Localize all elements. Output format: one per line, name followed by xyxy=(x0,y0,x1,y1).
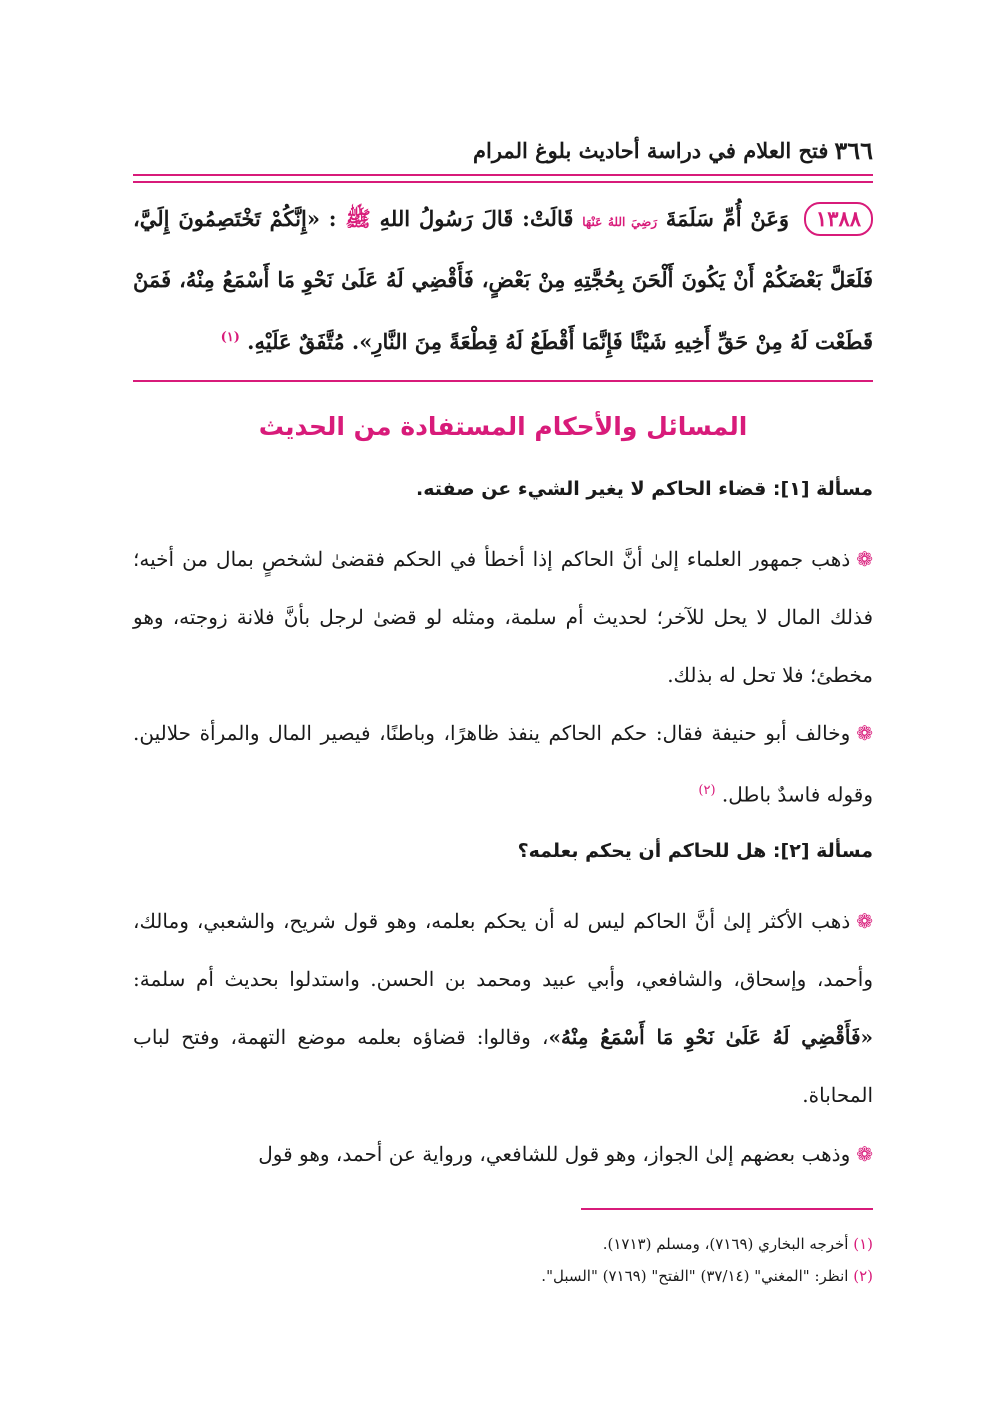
paragraph-1 xyxy=(133,530,873,704)
issue-1-heading xyxy=(133,478,873,500)
paragraph-3-text-1: ذهب الأكثر إلىٰ أنَّ الحاكم ليس له أن يحكم بعلمه، وهو قول شريح، والشعبي، ومالك، وأحمد، وإسحاق، والشافعي، وأبي عبيد ومحمد بن الحسن. واستدلوا بحديث أم سلمة: xyxy=(133,909,873,991)
footnote-2-number: (٢) xyxy=(853,1267,873,1285)
issue-1-title: قضاء الحاكم لا يغير الشيء عن صفته. xyxy=(416,478,767,500)
footnote-2-text: انظر: "المغني" (٣٧/١٤) "الفتح" (٧١٦٩) "السبل". xyxy=(541,1267,849,1285)
paragraph-4-text: وذهب بعضهم إلىٰ الجواز، وهو قول للشافعي، ورواية عن أحمد، وهو قول xyxy=(258,1142,851,1166)
page-header xyxy=(133,130,873,170)
paragraph-1-text: ذهب جمهور العلماء إلىٰ أنَّ الحاكم إذا أخطأ في الحكم فقضىٰ لشخصٍ بمال من أخيه؛ فذلك المال لا يحل للآخر؛ لحديث أم سلمة، ومثله لو قضىٰ لرجل بأنَّ فلانة زوجته، وهو مخطئ؛ فلا تحل له بذلك. xyxy=(133,547,873,687)
footnote-1-text: أخرجه البخاري (٧١٦٩)، ومسلم (١٧١٣). xyxy=(602,1235,849,1253)
flower-bullet-icon: ❁ xyxy=(856,547,873,571)
hadith-text-3: : «إِنَّكُمْ تَخْتَصِمُونَ إِلَيَّ، فَلَعَلَّ بَعْضَكُمْ أَنْ يَكُونَ أَلْحَنَ بِحُجَّتِهِ مِنْ بَعْضٍ، فَأَقْضِي لَهُ عَلَىٰ نَحْوِ مَا أَسْمَعُ مِنْهُ، فَمَنْ قَطَعْت لَهُ مِنْ حَقِّ أَخِيهِ شَيْئًا فَإِنَّمَا أَقْطَعُ لَهُ قِطْعَةً مِنَ النَّارِ». مُتَّفَقٌ عَلَيْهِ. xyxy=(133,206,873,354)
hadith-text-1: وَعَنْ أُمِّ سَلَمَةَ xyxy=(665,206,790,231)
hadith-block xyxy=(133,190,873,371)
footnote-1 xyxy=(133,1230,873,1258)
hadith-bottom-rule xyxy=(133,380,873,382)
issue-2-title: هل للحاكم أن يحكم بعلمه؟ xyxy=(517,840,767,862)
page-number: ٣٦٦ xyxy=(834,135,873,165)
hadith-quote: «فَأَقْضِي لَهُ عَلَىٰ نَحْوِ مَا أَسْمَعُ مِنْهُ» xyxy=(548,1025,873,1049)
issue-2-heading xyxy=(133,840,873,862)
footnote-1-number: (١) xyxy=(853,1235,873,1253)
flower-bullet-icon: ❁ xyxy=(856,909,873,933)
running-title: فتح العلام في دراسة أحاديث بلوغ المرام xyxy=(473,137,829,163)
footnote-2 xyxy=(133,1262,873,1290)
footnote-ref-1: (١) xyxy=(220,330,240,345)
flower-bullet-icon: ❁ xyxy=(856,1142,873,1166)
honorific-ligature: رَضِيَ اللهُ عَنْهَا xyxy=(582,215,658,229)
header-double-rule xyxy=(133,174,873,183)
paragraph-2-text: وخالف أبو حنيفة فقال: حكم الحاكم ينفذ ظاهرًا، وباطنًا، فيصير المال والمرأة حلالين. وقوله فاسدٌ باطل. xyxy=(133,721,873,807)
issue-2-label: مسألة [٢]: xyxy=(772,840,873,862)
section-title: المسائل والأحكام المستفادة من الحديث xyxy=(258,412,748,441)
footnote-ref-2: (٢) xyxy=(698,783,716,798)
footnote-separator xyxy=(581,1208,873,1210)
paragraph-3-text-2: ، وقالوا: قضاؤه بعلمه موضع التهمة، وفتح لباب المحاباة. xyxy=(133,1025,873,1107)
issue-1-label: مسألة [١]: xyxy=(772,478,873,500)
flower-bullet-icon: ❁ xyxy=(856,721,873,745)
book-page xyxy=(133,0,873,1418)
salawat-ligature: ﷺ xyxy=(345,206,371,231)
paragraph-3 xyxy=(133,892,873,1124)
paragraph-2 xyxy=(133,704,873,824)
hadith-text-2: قَالَتْ: قَالَ رَسُولُ اللهِ xyxy=(379,206,574,231)
paragraph-4 xyxy=(133,1125,873,1183)
hadith-number-badge: ١٣٨٨ xyxy=(804,202,873,236)
